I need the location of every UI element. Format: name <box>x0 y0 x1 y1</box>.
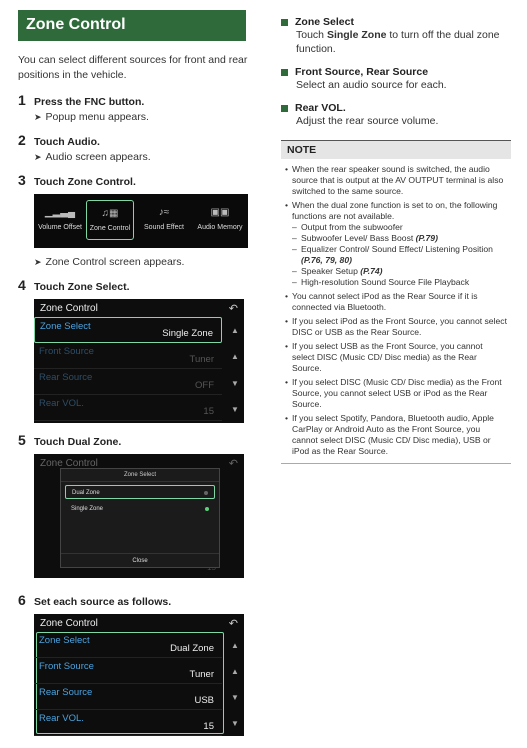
note-item: • When the rear speaker sound is switched, the audio source that is output at the AV OUTPUT terminal is also switched to the same source. <box>285 164 507 197</box>
square-bullet-icon <box>281 19 288 26</box>
note-sub-item: – Speaker Setup (P.74) <box>292 266 507 277</box>
note-item: • If you select USB as the Front Source, you cannot select DISC (Music CD/ Disc media) as the Rear Source. <box>285 341 507 374</box>
screen-title: Zone Control <box>40 617 98 629</box>
back-icon[interactable]: ↶ <box>228 302 238 315</box>
sound-effect-icon: ♪≈ <box>158 206 170 218</box>
single-zone-option[interactable]: Single Zone <box>65 502 215 516</box>
note-item: • If you select iPod as the Front Source, you cannot select DISC or USB as the Rear Source. <box>285 316 507 338</box>
settings-list <box>34 317 222 421</box>
close-button[interactable]: Close <box>61 553 219 567</box>
zone-select-heading: Zone Select <box>281 16 511 28</box>
scroll-bottom-icon[interactable]: ▼ <box>231 405 239 415</box>
zone-select-popup-screen <box>34 454 244 578</box>
note-item: • If you select DISC (Music CD/ Disc media) as the Front Source, you cannot select USB or iPod as the Rear Source. <box>285 377 507 410</box>
page-title: Zone Control <box>18 10 246 41</box>
step-text-end: button. <box>105 96 145 108</box>
dual-zone-option[interactable]: Dual Zone <box>65 485 215 499</box>
note-item: • You cannot select iPod as the Rear Source if it is connected via Bluetooth. <box>285 291 507 313</box>
scroll-top-icon[interactable]: ▲ <box>231 325 239 335</box>
scroll-top-icon[interactable]: ▲ <box>231 640 239 650</box>
square-bullet-icon <box>281 105 288 112</box>
zone-select-item[interactable]: Zone Select Single Zone <box>34 317 222 343</box>
zone-select-popup <box>60 468 220 568</box>
step-number: 1 <box>18 92 26 108</box>
note-title: NOTE <box>281 141 511 159</box>
back-icon[interactable]: ↶ <box>228 617 238 630</box>
step-result: ➤ Audio screen appears. <box>34 151 151 163</box>
step-result: ➤ Zone Control screen appears. <box>34 256 185 268</box>
note-list <box>281 159 511 463</box>
audio-screen-image <box>34 194 248 248</box>
rear-vol-description: Adjust the rear source volume. <box>296 115 439 127</box>
rear-source-item[interactable]: Rear Source USB <box>34 684 222 710</box>
arrow-icon: ➤ <box>34 152 42 162</box>
step-number: 3 <box>18 172 26 188</box>
scroll-bottom-icon[interactable]: ▼ <box>231 718 239 728</box>
radio-icon <box>204 491 208 495</box>
step-6 <box>18 592 250 608</box>
note-box <box>281 140 511 464</box>
right-column <box>281 16 511 464</box>
step-keyword: Zone Control <box>67 176 133 188</box>
zone-select-description: Touch Single Zone to turn off the dual zone function. <box>296 29 500 55</box>
step-text-end: . <box>97 136 100 148</box>
note-sub-item: – Output from the subwoofer <box>292 222 507 233</box>
screen-header <box>34 299 244 317</box>
arrow-icon: ➤ <box>34 112 42 122</box>
note-item: • If you select Spotify, Pandora, Bluetooth audio, Apple CarPlay or Android Auto as the Front Source, you cannot select DISC (Music CD/ Disc media), USB or iPod as the Rear Source. <box>285 413 507 457</box>
step-text: Press the <box>34 96 85 108</box>
popup-title: Zone Select <box>61 469 219 482</box>
scrollbar[interactable] <box>226 317 244 423</box>
step-3 <box>18 172 250 188</box>
source-description: Select an audio source for each. <box>296 79 447 91</box>
note-sub-item: – High-resolution Sound Source File Playback <box>292 277 507 288</box>
settings-list <box>34 632 222 736</box>
scroll-down-icon[interactable]: ▼ <box>231 378 239 388</box>
front-source-item[interactable]: Front Source Tuner <box>34 658 222 684</box>
zone-control-screen-1 <box>34 299 244 423</box>
step-text: Set each source as follows. <box>34 596 172 608</box>
left-column <box>18 10 250 736</box>
step-2 <box>18 132 250 148</box>
step-keyword: Audio <box>67 136 97 148</box>
note-item: • When the dual zone function is set to on, the following functions are not available. – Output from the subwoofer – Subwoofer Level/ Bass Boost (P.79) – Equalizer Control/ Sound Effect/ Listening Position (P.76, 79, 80) – Speaker Setup (P.74) – High-resolution Sound Source File Playback <box>285 200 507 288</box>
step-keyword: Dual Zone <box>67 436 119 448</box>
zone-select-item[interactable]: Zone Select Dual Zone <box>34 632 222 658</box>
front-source-item: Front Source Tuner <box>34 343 222 369</box>
step-number: 5 <box>18 432 26 448</box>
step-text-end: . <box>118 436 122 448</box>
rear-vol-item[interactable]: Rear VOL. 15 <box>34 710 222 736</box>
step-1 <box>18 92 250 108</box>
intro-text: You can select different sources for front and rear positions in the vehicle. <box>18 54 248 81</box>
note-sub-item: – Subwoofer Level/ Bass Boost (P.79) <box>292 233 507 244</box>
step-text: Touch <box>34 176 68 188</box>
tile-audio-memory[interactable]: ▣▣ Audio Memory <box>194 200 246 240</box>
step-number: 4 <box>18 277 26 293</box>
step-result: ➤ Popup menu appears. <box>34 111 149 123</box>
step-text: Touch <box>34 436 68 448</box>
screen-title: Zone Control <box>40 457 98 469</box>
zone-control-icon: ♫▦ <box>101 207 119 219</box>
step-keyword: Zone Select <box>67 281 127 293</box>
step-text: Touch <box>34 281 68 293</box>
radio-selected-icon <box>205 507 209 511</box>
rear-source-item: Rear Source OFF <box>34 369 222 395</box>
step-4 <box>18 277 250 293</box>
back-icon: ↶ <box>228 457 238 470</box>
note-sub-item: – Equalizer Control/ Sound Effect/ Listening Position (P.76, 79, 80) <box>292 244 507 266</box>
step-text-end: . <box>126 281 130 293</box>
scroll-up-icon[interactable]: ▲ <box>231 666 239 676</box>
scroll-down-icon[interactable]: ▼ <box>231 692 239 702</box>
screen-title: Zone Control <box>40 302 98 314</box>
scroll-up-icon[interactable]: ▲ <box>231 352 239 362</box>
zone-control-screen-2 <box>34 614 244 736</box>
step-number: 2 <box>18 132 26 148</box>
arrow-icon: ➤ <box>34 257 42 267</box>
step-text: Touch <box>34 136 68 148</box>
tile-sound-effect[interactable]: ♪≈ Sound Effect <box>138 200 190 240</box>
volume-offset-icon: ▁▂▃▄ <box>44 206 76 218</box>
step-5 <box>18 432 250 448</box>
audio-memory-icon: ▣▣ <box>210 206 230 218</box>
step-number: 6 <box>18 592 26 608</box>
square-bullet-icon <box>281 69 288 76</box>
rear-vol-item: Rear VOL. 15 <box>34 395 222 421</box>
tile-zone-control[interactable]: ♫▦ Zone Control <box>86 200 134 240</box>
rear-vol-heading: Rear VOL. <box>281 102 511 114</box>
scrollbar[interactable] <box>226 632 244 736</box>
step-text-end: . <box>132 176 136 188</box>
step-keyword: FNC <box>84 96 106 108</box>
tile-volume-offset[interactable]: ▁▂▃▄ Volume Offset <box>36 200 84 240</box>
source-heading: Front Source , Rear Source <box>281 66 511 78</box>
screen-header <box>34 614 244 632</box>
